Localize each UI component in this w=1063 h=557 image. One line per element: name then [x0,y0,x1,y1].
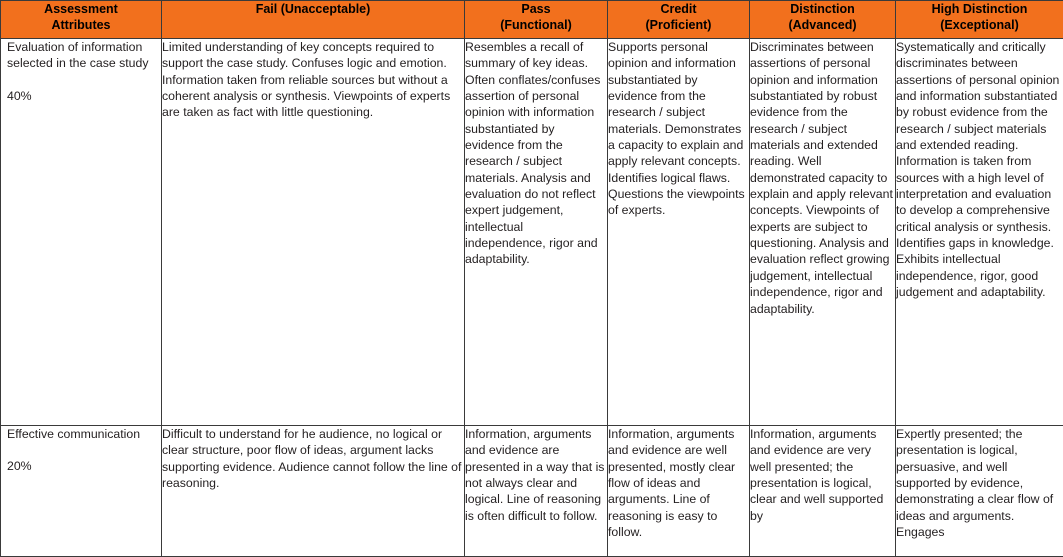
cell-credit [608,39,750,426]
column-header-line1: Distinction [750,1,895,17]
criterion-descriptor: Resembles a recall of summary of key ideas. Often conflates/confuses assertion of personal opinion with information substantiated by evidence from the research / subject materials. Analysis and evaluation do not reflect expert judgement, intellectual independence, rigor and adaptability. [465,39,607,268]
cell-distinction [750,39,896,426]
criterion-descriptor: Expertly presented; the presentation is logical, persuasive, and well supported by evidence, demonstrating a clear flow of ideas and arguments. Engages [896,426,1063,540]
column-header-line2: (Exceptional) [896,17,1063,33]
attribute-name: Effective communication [7,426,161,442]
criterion-descriptor: Systematically and critically discriminates between assertions of personal opinion and information substantiated by robust evidence from the research / subject materials and extended reading. Information is taken from sources with a high level of interpretation and evaluation to develop a comprehensive critical analysis or synthesis. Identifies gaps in knowledge. Exhibits intellectual independence, rigor, good judgement and adaptability. [896,39,1063,301]
criterion-descriptor: Limited understanding of key concepts required to support the case study. Confuses logic and emotion. Information taken from reliable sources but without a coherent analysis or synthesis. Viewpoints of experts are taken as fact with little questioning. [162,39,464,121]
cell-pass [465,39,608,426]
column-header-line1: Credit [608,1,749,17]
column-header-credit [608,1,750,39]
column-header-line1: Assessment [1,1,161,17]
column-header-line2: Attributes [1,17,161,33]
cell-fail [162,426,465,557]
table-row [1,39,1063,426]
attribute-name: Evaluation of information selected in the case study [7,39,161,72]
table-header [1,1,1063,39]
cell-distinction [750,426,896,557]
cell-attribute [1,39,162,426]
cell-attribute [1,426,162,557]
column-header-line1: Fail (Unacceptable) [162,1,464,17]
cell-high-distinction [896,426,1063,557]
column-header-line2: (Proficient) [608,17,749,33]
cell-credit [608,426,750,557]
cell-pass [465,426,608,557]
criterion-descriptor: Discriminates between assertions of personal opinion and information substantiated by robust evidence from the research / subject materials and extended reading. Well demonstrated capacity to explain and apply relevant concepts. Viewpoints of experts are subject to questioning. Analysis and evaluation reflect growing judgement, intellectual independence, rigor and adaptability. [750,39,895,317]
criterion-descriptor: Supports personal opinion and information substantiated by evidence from the research / subject materials. Demonstrates a capacity to explain and apply relevant concepts. Identifies logical flaws. Questions the viewpoints of experts. [608,39,749,219]
column-header-pass [465,1,608,39]
cell-high-distinction [896,39,1063,426]
attribute-weight: 40% [7,88,161,104]
column-header-line1: Pass [465,1,607,17]
column-header-distinction [750,1,896,39]
attribute-weight: 20% [7,458,161,474]
column-header-assessment-attributes [1,1,162,39]
column-header-line2: (Functional) [465,17,607,33]
header-row [1,1,1063,39]
criterion-descriptor: Information, arguments and evidence are very well presented; the presentation is logical, clear and well supported by [750,426,895,524]
criterion-descriptor: Information, arguments and evidence are presented in a way that is not always clear and logical. Line of reasoning is often difficult to follow. [465,426,607,524]
criterion-descriptor: Difficult to understand for he audience, no logical or clear structure, poor flow of ideas, argument lacks supporting evidence. Audience cannot follow the line of reasoning. [162,426,464,491]
table-body [1,39,1063,557]
cell-fail [162,39,465,426]
column-header-line2: (Advanced) [750,17,895,33]
column-header-line1: High Distinction [896,1,1063,17]
table-row [1,426,1063,557]
column-header-high-distinction [896,1,1063,39]
column-header-fail [162,1,465,39]
criterion-descriptor: Information, arguments and evidence are well presented, mostly clear flow of ideas and arguments. Line of reasoning is easy to follow. [608,426,749,540]
